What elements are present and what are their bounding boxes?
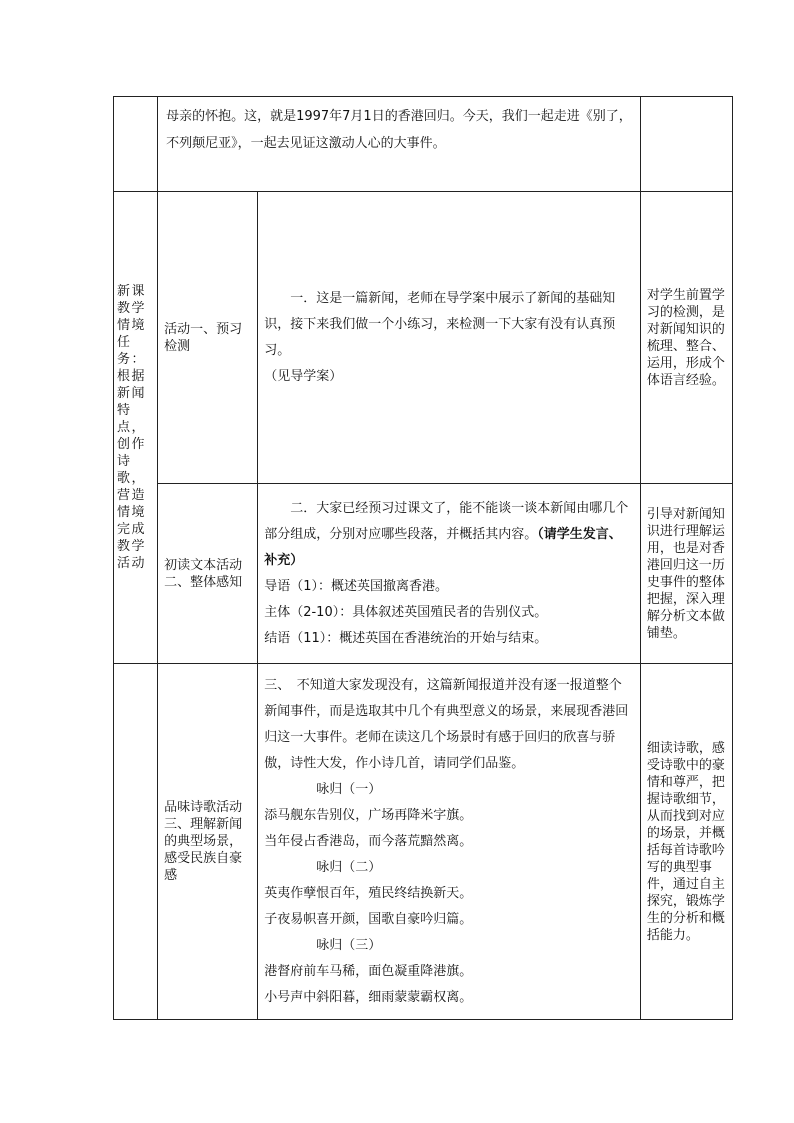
activity-2-line-2: 主体（2-10）：具体叙述英国殖民者的告别仪式。 bbox=[264, 604, 548, 620]
activity-row-2 bbox=[114, 484, 733, 664]
poem-1-line-1: 添马舰东告别仪，广场再降米字旗。 bbox=[264, 807, 473, 823]
poem-1-title: 咏归（一） bbox=[316, 781, 382, 797]
activity-3-content bbox=[258, 664, 641, 1020]
intro-purpose-cell bbox=[640, 97, 732, 192]
activity-row-3 bbox=[114, 664, 733, 1020]
activity-1-question: 一．这是一篇新闻，老师在导学案中展示了新闻的基础知识，接下来我们做一个小练习，来检测一下大家有没有认真预习。 bbox=[264, 290, 616, 358]
activity-2-line-1: 导语（1）：概述英国撤离香港。 bbox=[264, 578, 448, 594]
lesson-plan-table bbox=[113, 96, 733, 1020]
poem-2-line-2: 子夜易帜喜开颜，国歌自豪吟归篇。 bbox=[264, 911, 473, 927]
section-label-empty bbox=[114, 664, 158, 1020]
poem-1-line-2: 当年侵占香港岛，而今落荒黯然离。 bbox=[264, 833, 473, 849]
activity-3-label: 品味诗歌活动三、理解新闻的典型场景，感受民族自豪感 bbox=[158, 664, 258, 1020]
poem-3-line-1: 港督府前车马稀，面色凝重降港旗。 bbox=[264, 963, 473, 979]
poem-3-line-2: 小号声中斜阳暮，细雨蒙蒙霸权离。 bbox=[264, 989, 473, 1005]
activity-1-note: （见导学案） bbox=[264, 368, 343, 384]
activity-3-lead: 三、 不知道大家发现没有，这篇新闻报道并没有逐一报道整个新闻事件，而是选取其中几个有典型意义的场景，来展现香港回归这一大事件。老师在读这几个场景时有感于回归的欣喜与骄傲，诗性大发，作小诗几首，请同学们品鉴。 bbox=[264, 677, 629, 771]
section-label: 新课教学情境任务：根据新闻特点，创作诗歌，营造情境完成教学活动 bbox=[114, 192, 158, 664]
activity-2-lead-bold: （请学生发言、补充） bbox=[264, 526, 622, 568]
intro-text: 母亲的怀抱。这，就是1997年7月1日的香港回归。今天，我们一起走进《别了，不列颠尼亚》，一起去见证这激动人心的大事件。 bbox=[158, 97, 641, 192]
activity-3-purpose: 细读诗歌，感受诗歌中的豪情和尊严，把握诗歌细节，从而找到对应的场景，并概括每首诗歌吟写的典型事件，通过自主探究，锻炼学生的分析和概括能力。 bbox=[640, 664, 732, 1020]
activity-2-question bbox=[264, 496, 634, 574]
activity-2-purpose: 引导对新闻知识进行理解运用，也是对香港回归这一历史事件的整体把握，深入理解分析文本做铺垫。 bbox=[640, 484, 732, 664]
activity-2-line-3: 结语（11）：概述英国在香港统治的开始与结束。 bbox=[264, 630, 548, 646]
activity-2-lead: 二．大家已经预习过课文了，能不能谈一谈本新闻由哪几个部分组成，分别对应哪些段落，并概括其内容。 bbox=[264, 500, 629, 542]
poem-3-title: 咏归（三） bbox=[316, 937, 382, 953]
activity-1-label: 活动一、预习检测 bbox=[158, 192, 258, 484]
activity-1-content bbox=[258, 192, 641, 484]
activity-row-1 bbox=[114, 192, 733, 484]
poem-2-line-1: 英夷作孽恨百年，殖民终结换新天。 bbox=[264, 885, 473, 901]
activity-1-purpose: 对学生前置学习的检测，是对新闻知识的梳理、整合、运用，形成个体语言经验。 bbox=[640, 192, 732, 484]
intro-row bbox=[114, 97, 733, 192]
activity-2-label: 初读文本活动二、整体感知 bbox=[158, 484, 258, 664]
activity-2-content bbox=[258, 484, 641, 664]
poem-2-title: 咏归（二） bbox=[316, 859, 382, 875]
intro-label-cell bbox=[114, 97, 158, 192]
